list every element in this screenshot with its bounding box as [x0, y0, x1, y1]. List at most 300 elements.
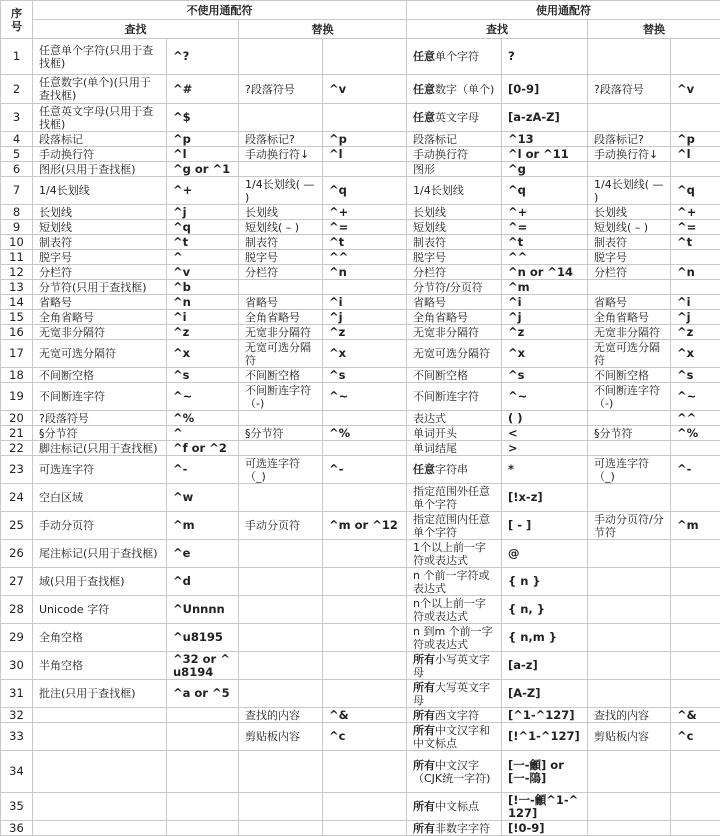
find-code-cell — [167, 821, 239, 836]
wildcard-find-desc-cell: n 个前一字符或表达式 — [407, 568, 502, 596]
replace-code-cell: ^n — [323, 265, 407, 280]
table-row — [1, 793, 720, 821]
emphasis-prefix: 所有 — [413, 822, 435, 835]
wildcard-replace-code-cell: ^j — [671, 310, 720, 325]
table-row — [1, 132, 720, 147]
find-desc-cell: 全角空格 — [33, 624, 167, 652]
replace-desc-cell: 不间断连字符（-) — [239, 383, 323, 411]
find-desc-cell: 段落标记 — [33, 132, 167, 147]
table-row — [1, 383, 720, 411]
find-desc-cell: ?段落符号 — [33, 411, 167, 426]
table-row — [1, 220, 720, 235]
wildcard-replace-code-cell — [671, 624, 720, 652]
table-row — [1, 265, 720, 280]
find-desc-cell — [33, 793, 167, 821]
wildcard-find-desc-cell: 分栏符 — [407, 265, 502, 280]
table-row — [1, 723, 720, 751]
wildcard-find-desc-cell: 单词结尾 — [407, 441, 502, 456]
seq-cell: 23 — [1, 456, 33, 484]
wildcard-replace-desc-cell: 无宽可选分隔符 — [588, 340, 671, 368]
wildcard-find-code-cell: [a-z] — [502, 652, 588, 680]
table-row — [1, 708, 720, 723]
wildcard-find-code-cell: [ - ] — [502, 512, 588, 540]
wildcard-replace-desc-cell — [588, 680, 671, 708]
emphasis-prefix: 所有 — [413, 681, 435, 694]
wildcard-find-code-cell: ^g — [502, 162, 588, 177]
wildcard-replace-desc-cell: 查找的内容 — [588, 708, 671, 723]
wildcard-find-code-cell: ^x — [502, 340, 588, 368]
replace-code-cell — [323, 411, 407, 426]
find-desc-cell: 分栏符 — [33, 265, 167, 280]
table-row — [1, 652, 720, 680]
find-desc-cell: 短划线 — [33, 220, 167, 235]
emphasis-prefix: 所有 — [413, 709, 435, 722]
wildcard-find-code-cell: ^z — [502, 325, 588, 340]
replace-desc-cell: 无宽可选分隔符 — [239, 340, 323, 368]
replace-desc-cell — [239, 624, 323, 652]
wildcard-replace-code-cell — [671, 484, 720, 512]
emphasis-prefix: 所有 — [413, 724, 435, 737]
seq-cell: 27 — [1, 568, 33, 596]
seq-cell: 35 — [1, 793, 33, 821]
wildcard-find-code-cell: < — [502, 426, 588, 441]
replace-code-cell: ^p — [323, 132, 407, 147]
wildcard-replace-code-cell — [671, 568, 720, 596]
wildcard-replace-code-cell: ^t — [671, 235, 720, 250]
find-code-cell: ^ — [167, 426, 239, 441]
wildcard-find-desc-cell: 短划线 — [407, 220, 502, 235]
wildcard-find-code-cell: [!^1-^127] — [502, 723, 588, 751]
find-code-cell: ^z — [167, 325, 239, 340]
replace-code-cell — [323, 568, 407, 596]
replace-code-cell: ^- — [323, 456, 407, 484]
table-row — [1, 177, 720, 205]
wildcard-find-code-cell: { n } — [502, 568, 588, 596]
find-code-cell: ^e — [167, 540, 239, 568]
find-desc-cell: §分节符 — [33, 426, 167, 441]
wildcard-replace-desc-cell — [588, 793, 671, 821]
wildcard-find-desc-cell: n个以上前一字符或表达式 — [407, 596, 502, 624]
seq-cell: 32 — [1, 708, 33, 723]
seq-cell: 18 — [1, 368, 33, 383]
wildcard-replace-code-cell — [671, 540, 720, 568]
replace-code-cell: ^~ — [323, 383, 407, 411]
wildcard-find-code-cell: ^+ — [502, 205, 588, 220]
seq-cell: 6 — [1, 162, 33, 177]
wildcard-replace-desc-cell: 1/4长划线( — ) — [588, 177, 671, 205]
emphasis-prefix: 所有 — [413, 759, 435, 772]
wildcard-find-desc-cell: 单词开头 — [407, 426, 502, 441]
wildcard-find-code-cell: [0-9] — [502, 75, 588, 104]
find-code-cell: ^- — [167, 456, 239, 484]
replace-code-cell: ^v — [323, 75, 407, 104]
seq-cell: 10 — [1, 235, 33, 250]
wildcard-replace-code-cell — [671, 104, 720, 132]
seq-cell: 17 — [1, 340, 33, 368]
wildcard-find-code-cell: ^j — [502, 310, 588, 325]
replace-code-cell — [323, 162, 407, 177]
replace-desc-cell — [239, 652, 323, 680]
find-desc-cell: 省略号 — [33, 295, 167, 310]
seq-cell: 2 — [1, 75, 33, 104]
replace-desc-cell: 无宽非分隔符 — [239, 325, 323, 340]
wildcard-replace-desc-cell — [588, 751, 671, 793]
wildcard-replace-desc-cell — [588, 280, 671, 295]
find-code-cell: ^ — [167, 250, 239, 265]
wildcard-find-desc-cell: 1个以上前一字符或表达式 — [407, 540, 502, 568]
wildcard-find-code-cell: ^i — [502, 295, 588, 310]
replace-desc-cell: 分栏符 — [239, 265, 323, 280]
no-wildcard-header: 不使用通配符 — [33, 1, 407, 20]
replace-desc-cell: 不间断空格 — [239, 368, 323, 383]
wildcard-find-code-cell: ? — [502, 39, 588, 75]
replace-desc-cell — [239, 441, 323, 456]
wildcard-replace-desc-cell — [588, 162, 671, 177]
seq-cell: 34 — [1, 751, 33, 793]
wildcard-find-desc-cell: 1/4长划线 — [407, 177, 502, 205]
emphasis-prefix: 任意 — [413, 463, 435, 476]
replace-code-cell — [323, 680, 407, 708]
wildcard-replace-desc-cell: 段落标记? — [588, 132, 671, 147]
find-code-cell: ^l — [167, 147, 239, 162]
wildcard-replace-code-cell — [671, 652, 720, 680]
seq-cell: 25 — [1, 512, 33, 540]
wildcard-find-desc-cell: 无宽非分隔符 — [407, 325, 502, 340]
no-wildcard-find-header: 查找 — [33, 20, 239, 39]
seq-cell: 4 — [1, 132, 33, 147]
replace-code-cell — [323, 104, 407, 132]
wildcard-find-code-cell: [a-zA-Z] — [502, 104, 588, 132]
wildcard-replace-desc-cell: 无宽非分隔符 — [588, 325, 671, 340]
wildcard-find-header: 查找 — [407, 20, 588, 39]
wildcard-find-code-cell: [^1-^127] — [502, 708, 588, 723]
wildcard-find-code-cell: [!一-龥^1-^127] — [502, 793, 588, 821]
find-code-cell: ^% — [167, 411, 239, 426]
table-body — [1, 39, 720, 836]
seq-cell: 19 — [1, 383, 33, 411]
find-desc-cell: Unicode 字符 — [33, 596, 167, 624]
wildcard-find-code-cell: ^n or ^14 — [502, 265, 588, 280]
find-code-cell: ^d — [167, 568, 239, 596]
wildcard-replace-code-cell: ^^ — [671, 411, 720, 426]
table-row — [1, 340, 720, 368]
table-row — [1, 680, 720, 708]
wildcard-replace-code-cell: ^% — [671, 426, 720, 441]
find-code-cell: ^+ — [167, 177, 239, 205]
wildcard-replace-desc-cell — [588, 39, 671, 75]
seq-cell: 16 — [1, 325, 33, 340]
wildcard-find-desc-cell: 分节符/分页符 — [407, 280, 502, 295]
wildcard-find-code-cell: ^13 — [502, 132, 588, 147]
replace-desc-cell: §分节符 — [239, 426, 323, 441]
find-code-cell: ^p — [167, 132, 239, 147]
table-row — [1, 280, 720, 295]
replace-code-cell: ^m or ^12 — [323, 512, 407, 540]
replace-code-cell — [323, 751, 407, 793]
wildcard-find-desc-cell: 制表符 — [407, 235, 502, 250]
wildcard-replace-desc-cell: 制表符 — [588, 235, 671, 250]
wildcard-replace-code-cell — [671, 680, 720, 708]
seq-cell: 3 — [1, 104, 33, 132]
find-code-cell: ^q — [167, 220, 239, 235]
find-code-cell: ^n — [167, 295, 239, 310]
replace-code-cell: ^+ — [323, 205, 407, 220]
wildcard-replace-code-cell: ^s — [671, 368, 720, 383]
find-code-cell: ^j — [167, 205, 239, 220]
find-desc-cell: 制表符 — [33, 235, 167, 250]
wildcard-find-desc-cell: 所有中文汉字（CJK统一字符) — [407, 751, 502, 793]
find-desc-cell: 脱字号 — [33, 250, 167, 265]
wildcard-find-desc-cell: 不间断连字符 — [407, 383, 502, 411]
replace-code-cell — [323, 652, 407, 680]
no-wildcard-replace-header: 替换 — [239, 20, 407, 39]
seq-cell: 11 — [1, 250, 33, 265]
wildcard-replace-desc-cell — [588, 652, 671, 680]
find-code-cell: ^t — [167, 235, 239, 250]
find-desc-cell — [33, 723, 167, 751]
wildcard-find-desc-cell: 所有西文字符 — [407, 708, 502, 723]
wildcard-find-desc-cell: 脱字号 — [407, 250, 502, 265]
replace-desc-cell: 手动分页符 — [239, 512, 323, 540]
wildcard-replace-desc-cell: 省略号 — [588, 295, 671, 310]
wildcard-find-code-cell: ^q — [502, 177, 588, 205]
wildcard-replace-code-cell: ^~ — [671, 383, 720, 411]
seq-cell: 36 — [1, 821, 33, 836]
find-code-cell: ^$ — [167, 104, 239, 132]
replace-desc-cell — [239, 596, 323, 624]
wildcard-replace-desc-cell — [588, 568, 671, 596]
replace-code-cell: ^x — [323, 340, 407, 368]
table-row — [1, 751, 720, 793]
wildcard-find-desc-cell: 省略号 — [407, 295, 502, 310]
wildcard-replace-code-cell: ^x — [671, 340, 720, 368]
seq-cell: 1 — [1, 39, 33, 75]
find-desc-cell — [33, 708, 167, 723]
seq-cell: 28 — [1, 596, 33, 624]
wildcard-replace-code-cell: ^z — [671, 325, 720, 340]
table-row — [1, 39, 720, 75]
wildcard-find-code-cell: ^^ — [502, 250, 588, 265]
find-desc-cell: 任意单个字符(只用于查找框) — [33, 39, 167, 75]
replace-desc-cell — [239, 39, 323, 75]
find-desc-cell: 无宽非分隔符 — [33, 325, 167, 340]
wildcard-replace-desc-cell: §分节符 — [588, 426, 671, 441]
find-desc-cell: 批注(只用于查找框) — [33, 680, 167, 708]
wildcard-replace-code-cell: ^i — [671, 295, 720, 310]
find-code-cell: ^i — [167, 310, 239, 325]
find-desc-cell: 不间断空格 — [33, 368, 167, 383]
wildcard-replace-desc-cell: 可选连字符（_) — [588, 456, 671, 484]
wildcard-find-desc-cell: 任意数字（单个) — [407, 75, 502, 104]
wildcard-find-code-cell: ^m — [502, 280, 588, 295]
emphasis-prefix: 任意 — [413, 111, 435, 124]
replace-desc-cell — [239, 793, 323, 821]
replace-code-cell — [323, 484, 407, 512]
table-row — [1, 540, 720, 568]
seq-cell: 8 — [1, 205, 33, 220]
replace-code-cell: ^t — [323, 235, 407, 250]
find-desc-cell: 无宽可选分隔符 — [33, 340, 167, 368]
wildcard-find-code-cell: [A-Z] — [502, 680, 588, 708]
wildcard-replace-code-cell: ^= — [671, 220, 720, 235]
wildcard-find-code-cell: [一-龥] or [一-隝] — [502, 751, 588, 793]
wildcard-find-code-cell: { n, } — [502, 596, 588, 624]
wildcard-find-desc-cell: 任意英文字母 — [407, 104, 502, 132]
replace-desc-cell — [239, 280, 323, 295]
replace-desc-cell — [239, 680, 323, 708]
replace-desc-cell: 1/4长划线( — ) — [239, 177, 323, 205]
wildcard-replace-code-cell — [671, 250, 720, 265]
table-row — [1, 484, 720, 512]
wildcard-replace-desc-cell — [588, 484, 671, 512]
wildcard-replace-desc-cell: 脱字号 — [588, 250, 671, 265]
table-row — [1, 310, 720, 325]
replace-code-cell — [323, 39, 407, 75]
wildcard-replace-code-cell: ^- — [671, 456, 720, 484]
replace-code-cell: ^% — [323, 426, 407, 441]
table-row — [1, 368, 720, 383]
table-row — [1, 250, 720, 265]
replace-desc-cell: 制表符 — [239, 235, 323, 250]
table-row — [1, 411, 720, 426]
seq-cell: 26 — [1, 540, 33, 568]
wildcard-replace-desc-cell: 短划线( – ) — [588, 220, 671, 235]
find-desc-cell — [33, 751, 167, 793]
replace-code-cell — [323, 596, 407, 624]
find-code-cell: ^b — [167, 280, 239, 295]
wildcard-find-code-cell: ^~ — [502, 383, 588, 411]
table-row — [1, 456, 720, 484]
seq-cell: 13 — [1, 280, 33, 295]
wildcard-find-code-cell: ( ) — [502, 411, 588, 426]
wildcard-find-desc-cell: 图形 — [407, 162, 502, 177]
wildcard-replace-code-cell — [671, 441, 720, 456]
find-code-cell: ^f or ^2 — [167, 441, 239, 456]
table-row — [1, 147, 720, 162]
wildcard-replace-desc-cell — [588, 441, 671, 456]
seq-cell: 15 — [1, 310, 33, 325]
table-row — [1, 104, 720, 132]
find-code-cell: ^u8195 — [167, 624, 239, 652]
table-row — [1, 568, 720, 596]
wildcard-replace-desc-cell — [588, 540, 671, 568]
find-code-cell: ^m — [167, 512, 239, 540]
seq-cell: 31 — [1, 680, 33, 708]
find-desc-cell: 长划线 — [33, 205, 167, 220]
wildcard-replace-desc-cell — [588, 411, 671, 426]
find-desc-cell: 手动分页符 — [33, 512, 167, 540]
replace-desc-cell: ?段落符号 — [239, 75, 323, 104]
wildcard-find-code-cell: [!x-z] — [502, 484, 588, 512]
replace-code-cell: ^& — [323, 708, 407, 723]
wildcard-find-code-cell: > — [502, 441, 588, 456]
find-desc-cell: 可选连字符 — [33, 456, 167, 484]
replace-desc-cell — [239, 821, 323, 836]
seq-cell: 30 — [1, 652, 33, 680]
table-row — [1, 235, 720, 250]
seq-header: 序号 — [1, 1, 33, 39]
replace-desc-cell: 短划线( – ) — [239, 220, 323, 235]
wildcard-replace-desc-cell — [588, 104, 671, 132]
wildcard-find-desc-cell: 任意字符串 — [407, 456, 502, 484]
table-row — [1, 75, 720, 104]
find-code-cell — [167, 751, 239, 793]
wildcard-replace-code-cell: ^m — [671, 512, 720, 540]
find-desc-cell: 任意英文字母(只用于查找框) — [33, 104, 167, 132]
find-code-cell: ^? — [167, 39, 239, 75]
wildcard-find-desc-cell: 段落标记 — [407, 132, 502, 147]
wildcard-replace-code-cell — [671, 280, 720, 295]
replace-code-cell — [323, 280, 407, 295]
table-row — [1, 325, 720, 340]
replace-desc-cell: 全角省略号 — [239, 310, 323, 325]
wildcard-replace-desc-cell: 分栏符 — [588, 265, 671, 280]
find-code-cell: ^~ — [167, 383, 239, 411]
emphasis-prefix: 所有 — [413, 800, 435, 813]
wildcard-find-code-cell: @ — [502, 540, 588, 568]
table-row — [1, 624, 720, 652]
seq-cell: 9 — [1, 220, 33, 235]
table-row — [1, 162, 720, 177]
replace-code-cell — [323, 624, 407, 652]
find-desc-cell: 图形(只用于查找框) — [33, 162, 167, 177]
wildcard-replace-desc-cell: 手动分页符/分节符 — [588, 512, 671, 540]
find-desc-cell: 手动换行符 — [33, 147, 167, 162]
seq-cell: 7 — [1, 177, 33, 205]
wildcard-find-desc-cell: 所有非数字字符 — [407, 821, 502, 836]
wildcard-replace-desc-cell: 全角省略号 — [588, 310, 671, 325]
wildcard-replace-code-cell: ^q — [671, 177, 720, 205]
seq-cell: 5 — [1, 147, 33, 162]
replace-code-cell: ^z — [323, 325, 407, 340]
wildcard-replace-desc-cell: 不间断空格 — [588, 368, 671, 383]
wildcard-replace-code-cell: ^v — [671, 75, 720, 104]
replace-desc-cell: 查找的内容 — [239, 708, 323, 723]
wildcard-find-desc-cell: 指定范围内任意单个字符 — [407, 512, 502, 540]
find-code-cell — [167, 708, 239, 723]
replace-desc-cell: 段落标记? — [239, 132, 323, 147]
replace-desc-cell: 剪贴板内容 — [239, 723, 323, 751]
wildcard-find-desc-cell: 表达式 — [407, 411, 502, 426]
seq-cell: 14 — [1, 295, 33, 310]
find-desc-cell — [33, 821, 167, 836]
wildcard-find-desc-cell: 全角省略号 — [407, 310, 502, 325]
wildcard-find-desc-cell: 长划线 — [407, 205, 502, 220]
table-row — [1, 821, 720, 836]
wildcard-find-code-cell: [!0-9] — [502, 821, 588, 836]
table-row — [1, 441, 720, 456]
wildcard-find-code-cell: ^t — [502, 235, 588, 250]
find-code-cell — [167, 793, 239, 821]
find-desc-cell: 不间断连字符 — [33, 383, 167, 411]
emphasis-prefix: 所有 — [413, 653, 435, 666]
replace-code-cell — [323, 793, 407, 821]
find-desc-cell: 空白区域 — [33, 484, 167, 512]
wildcard-replace-code-cell: ^p — [671, 132, 720, 147]
wildcard-replace-code-cell: ^c — [671, 723, 720, 751]
table-row — [1, 512, 720, 540]
wildcard-replace-code-cell: ^n — [671, 265, 720, 280]
replace-desc-cell: 可选连字符（_) — [239, 456, 323, 484]
replace-desc-cell — [239, 162, 323, 177]
replace-code-cell: ^s — [323, 368, 407, 383]
replace-code-cell — [323, 540, 407, 568]
replace-code-cell: ^c — [323, 723, 407, 751]
replace-code-cell: ^i — [323, 295, 407, 310]
wildcard-find-desc-cell: 所有中文汉字和中文标点 — [407, 723, 502, 751]
seq-cell: 29 — [1, 624, 33, 652]
wildcard-find-desc-cell: 任意单个字符 — [407, 39, 502, 75]
